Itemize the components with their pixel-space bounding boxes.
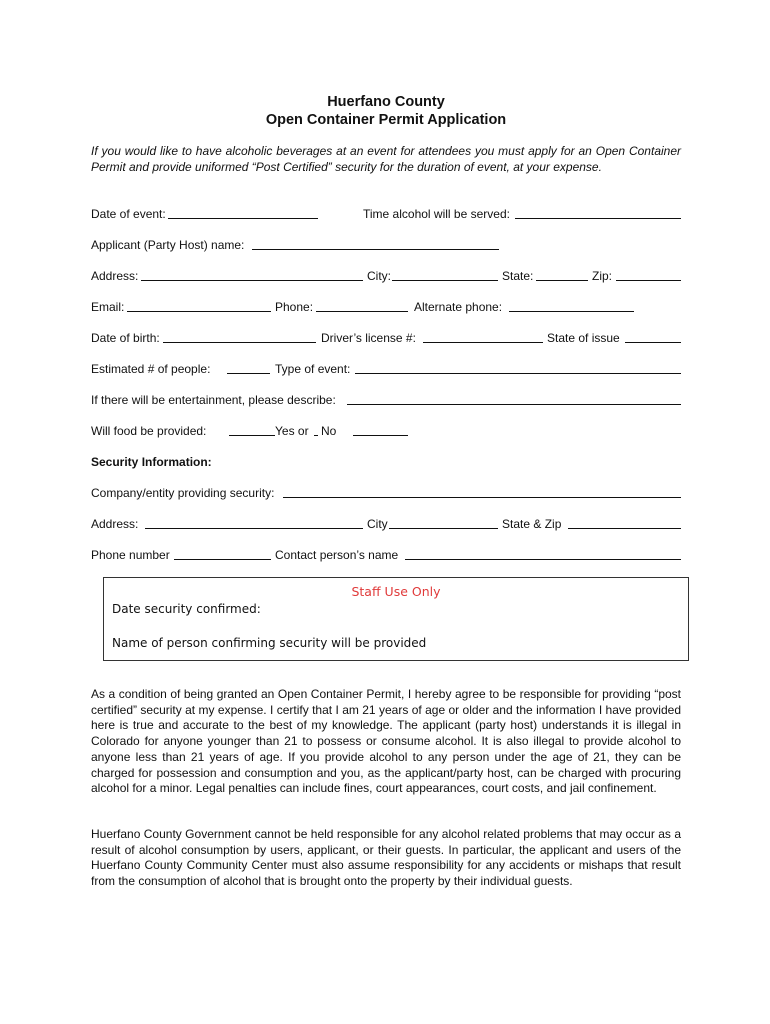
- date-of-event-label: Date of event:: [91, 207, 166, 221]
- type-event-field[interactable]: [355, 373, 681, 374]
- entertainment-label: If there will be entertainment, please describe:: [91, 393, 336, 407]
- county-title: Huerfano County: [327, 94, 445, 110]
- row-entertainment: [91, 391, 681, 409]
- person-confirming-security: Name of person confirming security will be provided: [112, 636, 427, 650]
- security-city-field[interactable]: [389, 528, 498, 529]
- license-label: Driver’s license #:: [321, 331, 416, 345]
- email-label: Email:: [91, 300, 125, 314]
- zip-label: Zip:: [592, 269, 613, 283]
- security-company-label: Company/entity providing security:: [91, 486, 275, 500]
- time-alcohol-label: Time alcohol will be served:: [363, 207, 510, 221]
- security-address-label: Address:: [91, 517, 139, 531]
- email-field[interactable]: [127, 311, 271, 312]
- food-yes-field[interactable]: [229, 435, 275, 436]
- city-label: City:: [367, 269, 391, 283]
- zip-field[interactable]: [616, 280, 681, 281]
- security-city-label: City: [367, 517, 388, 531]
- alt-phone-field[interactable]: [509, 311, 634, 312]
- row-security-phone: [91, 546, 681, 564]
- type-event-label: Type of event:: [275, 362, 351, 376]
- form-title: Open Container Permit Application: [265, 112, 507, 128]
- security-state-zip-field[interactable]: [568, 528, 681, 529]
- num-people-label: Estimated # of people:: [91, 362, 211, 376]
- date-of-event-field[interactable]: [168, 218, 318, 219]
- row-email-phone: [91, 298, 681, 316]
- address-label: Address:: [91, 269, 139, 283]
- time-alcohol-field[interactable]: [515, 218, 681, 219]
- security-company-field[interactable]: [283, 497, 681, 498]
- license-field[interactable]: [423, 342, 543, 343]
- contact-person-field[interactable]: [405, 559, 681, 560]
- row-people-type: [91, 360, 681, 378]
- security-address-field[interactable]: [145, 528, 363, 529]
- disclaimer-paragraph: Huerfano County Government cannot be held responsible for any alcohol related problems that may occur as a result of alcohol consumption by users, applicant, or their guests. In particular, the applicant and users of the Huerfano County Community Center must also assume responsibility for any accidents or mishaps that result from the consumption of alcohol that is brought onto the property by their individual guests.: [91, 827, 681, 889]
- state-field[interactable]: [536, 280, 588, 281]
- row-food: [91, 422, 681, 440]
- row-security-company: [91, 484, 681, 502]
- yes-or-label: Yes or: [275, 424, 309, 438]
- food-no-mark-field[interactable]: [314, 435, 318, 436]
- food-no-field[interactable]: [353, 435, 408, 436]
- food-label: Will food be provided:: [91, 424, 207, 438]
- phone-label: Phone:: [275, 300, 314, 314]
- security-phone-label: Phone number: [91, 548, 170, 562]
- applicant-name-field[interactable]: [252, 249, 499, 250]
- entertainment-field[interactable]: [347, 404, 681, 405]
- row-dob-license: [91, 329, 681, 347]
- intro-text: If you would like to have alcoholic beverages at an event for attendees you must apply for an Open Container Permit and provide uniformed “Post Certified” security for the duration of event, at your expense.: [91, 144, 681, 174]
- phone-field[interactable]: [316, 311, 408, 312]
- date-security-confirmed: Date security confirmed:: [112, 602, 261, 616]
- state-issue-field[interactable]: [625, 342, 681, 343]
- applicant-name-label: Applicant (Party Host) name:: [91, 238, 245, 252]
- row-date-time: [91, 205, 681, 223]
- dob-label: Date of birth:: [91, 331, 160, 345]
- condition-paragraph: As a condition of being granted an Open Container Permit, I hereby agree to be responsible for providing “post certified” security at my expense. I certify that I am 21 years of age or older and the information I have provided here is true and accurate to the best of my knowledge. The applicant (party host) understands it is illegal in Colorado for anyone younger than 21 to possess or consume alcohol. It is also illegal to provide alcohol to anyone less than 21 years of age. If you provide alcohol to any person under the age of 21, they can be charged for possession and consumption and you, as the applicant/party host, can be charged with procuring alcohol for a minor. Legal penalties can include fines, court appearances, court costs, and jail confinement.: [91, 687, 681, 796]
- security-heading: Security Information:: [91, 455, 212, 469]
- alt-phone-label: Alternate phone:: [414, 300, 503, 314]
- state-issue-label: State of issue: [547, 331, 620, 345]
- security-phone-field[interactable]: [174, 559, 271, 560]
- staff-use-title: Staff Use Only: [351, 584, 441, 599]
- staff-use-box: [103, 577, 689, 661]
- state-label: State:: [502, 269, 534, 283]
- row-security-address: [91, 515, 681, 533]
- city-field[interactable]: [392, 280, 498, 281]
- num-people-field[interactable]: [227, 373, 270, 374]
- no-label: No: [321, 424, 337, 438]
- row-address: [91, 267, 681, 285]
- dob-field[interactable]: [163, 342, 316, 343]
- address-field[interactable]: [141, 280, 363, 281]
- security-state-zip-label: State & Zip: [502, 517, 562, 531]
- contact-person-label: Contact person’s name: [275, 548, 399, 562]
- row-applicant: [91, 236, 681, 254]
